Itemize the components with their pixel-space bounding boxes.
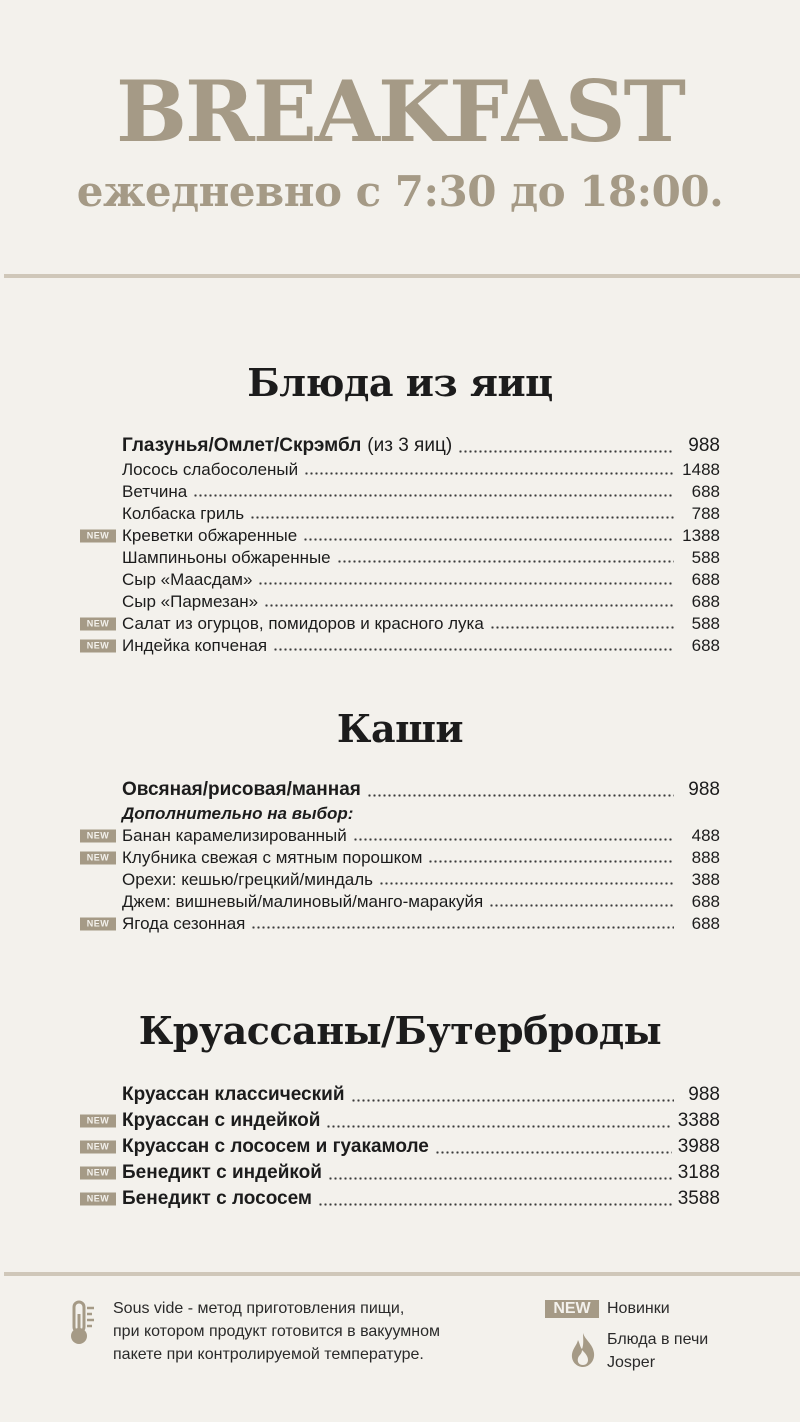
new-badge: NEW — [80, 1141, 116, 1154]
menu-item-line — [122, 591, 720, 613]
menu-item — [0, 569, 800, 591]
menu-item-line — [122, 1134, 720, 1160]
menu-item-name: Сыр «Пармезан» — [122, 592, 259, 611]
new-badge: NEW — [80, 1167, 116, 1180]
menu-item-price: 3988 — [677, 1136, 720, 1157]
menu-item-line — [122, 459, 720, 481]
dot-leader — [379, 882, 674, 885]
menu-item-name: Глазунья/Омлет/Скрэмбл — [122, 435, 362, 456]
menu-item-name: Джем: вишневый/малиновый/манго-маракуйя — [122, 892, 484, 911]
menu-item-name: Дополнительно на выбор: — [122, 804, 354, 823]
menu-item-name: Креветки обжаренные — [122, 526, 298, 545]
dot-leader — [351, 1099, 675, 1102]
opening-hours: ежедневно с 7:30 до 18:00. — [76, 167, 724, 216]
menu-item — [0, 547, 800, 569]
legend-josper-label: Блюда в печи Josper — [607, 1331, 709, 1371]
menu-item-line — [122, 481, 720, 503]
menu-item-line — [122, 891, 720, 913]
menu-item-price: 688 — [691, 914, 720, 933]
menu-item — [0, 913, 800, 935]
dot-leader — [264, 604, 674, 607]
menu-item-price: 3388 — [677, 1110, 720, 1131]
menu-item — [0, 891, 800, 913]
menu-item-price: 988 — [688, 1084, 720, 1105]
menu-item-price: 388 — [691, 870, 720, 889]
dot-leader — [337, 560, 674, 563]
menu-item-name: Банан карамелизированный — [122, 826, 347, 845]
menu-item-line — [122, 825, 720, 847]
menu-item-price: 488 — [691, 826, 720, 845]
dot-leader — [328, 1177, 672, 1180]
menu-item — [0, 613, 800, 635]
new-badge: NEW — [80, 1193, 116, 1206]
menu-item-name: Шампиньоны обжаренные — [122, 548, 331, 567]
new-badge: NEW — [80, 640, 116, 653]
dot-leader — [326, 1125, 671, 1128]
flame-icon — [568, 1332, 598, 1368]
menu-item-line — [122, 525, 720, 547]
divider-top — [4, 274, 800, 278]
dot-leader — [435, 1151, 672, 1154]
menu-item-price: 688 — [691, 570, 720, 589]
menu-item-line — [122, 869, 720, 891]
dot-leader — [303, 538, 674, 541]
menu-item-price: 588 — [691, 614, 720, 633]
new-badge: NEW — [80, 618, 116, 631]
dot-leader — [193, 494, 674, 497]
menu-item-line — [122, 777, 720, 803]
menu-item-name: Колбаска гриль — [122, 504, 245, 523]
menu-footer — [0, 1282, 800, 1422]
menu-item-price: 888 — [691, 848, 720, 867]
section-list-eggs — [0, 433, 800, 657]
menu-item-line — [122, 1186, 720, 1212]
menu-item — [0, 525, 800, 547]
menu-item-price: 3188 — [677, 1162, 720, 1183]
menu-item — [0, 459, 800, 481]
menu-item-line — [122, 613, 720, 635]
dot-leader — [318, 1203, 672, 1206]
menu-item-price: 688 — [691, 892, 720, 911]
menu-item-price: 588 — [691, 548, 720, 567]
dot-leader — [489, 904, 674, 907]
dot-leader — [458, 450, 674, 453]
menu-item-price: 1488 — [682, 460, 720, 479]
menu-item-line — [122, 1160, 720, 1186]
menu-item-line — [122, 847, 720, 869]
menu-item-name: Сыр «Маасдам» — [122, 570, 253, 589]
new-badge: NEW — [80, 918, 116, 931]
menu-item-price: 1388 — [682, 526, 720, 545]
menu-item-name: Лосось слабосоленый — [122, 460, 299, 479]
menu-item-line — [122, 503, 720, 525]
dot-leader — [353, 838, 674, 841]
divider-bottom — [4, 1272, 800, 1276]
menu-item-name: Бенедикт с лососем — [122, 1188, 312, 1209]
legend-new-badge: NEW — [545, 1300, 599, 1318]
menu-item-price: 988 — [688, 779, 720, 800]
section-title-croissants: Круассаны/Бутерброды — [138, 1008, 662, 1053]
menu-item-name: Клубника свежая с мятным порошком — [122, 848, 423, 867]
menu-item-name: Круассан с индейкой — [122, 1110, 321, 1131]
menu-item-line — [122, 1108, 720, 1134]
new-badge: NEW — [80, 830, 116, 843]
menu-item — [0, 433, 800, 459]
menu-item-line — [122, 547, 720, 569]
menu-item-name: Ветчина — [122, 482, 188, 501]
new-badge: NEW — [80, 530, 116, 543]
dot-leader — [273, 648, 674, 651]
dot-leader — [490, 626, 674, 629]
menu-item — [0, 1134, 800, 1160]
menu-item — [0, 1186, 800, 1212]
new-badge: NEW — [80, 1115, 116, 1128]
dot-leader — [304, 472, 674, 475]
menu-item — [0, 481, 800, 503]
menu-item-name: Бенедикт с индейкой — [122, 1162, 322, 1183]
menu-item — [0, 1108, 800, 1134]
menu-item-line — [122, 569, 720, 591]
menu-item-line — [122, 803, 720, 825]
menu-item-line — [122, 1082, 720, 1108]
menu-item — [0, 591, 800, 613]
menu-item-name: Ягода сезонная — [122, 914, 246, 933]
menu-item — [0, 825, 800, 847]
menu-item-price: 688 — [691, 636, 720, 655]
menu-item-price: 788 — [691, 504, 720, 523]
menu-item-note: (из 3 яиц) — [367, 435, 453, 456]
menu-item-price: 988 — [688, 435, 720, 456]
sous-vide-note: Sous vide - метод приготовления пищи, при котором продукт готовится в вакуумном пакете при контролируемой температуре. — [113, 1300, 441, 1363]
page-title: BREAKFAST — [115, 62, 685, 161]
menu-item — [0, 869, 800, 891]
section-list-croissants — [0, 1082, 800, 1212]
menu-item-price: 688 — [691, 592, 720, 611]
menu-item — [0, 635, 800, 657]
menu-item-line — [122, 433, 720, 459]
section-list-porridge — [0, 777, 800, 935]
menu-item — [0, 803, 800, 825]
menu-item-name: Салат из огурцов, помидоров и красного лука — [122, 614, 484, 633]
dot-leader — [251, 926, 674, 929]
dot-leader — [250, 516, 674, 519]
thermometer-icon — [68, 1300, 98, 1346]
menu-item-name: Круассан классический — [122, 1084, 345, 1105]
section-title-eggs: Блюда из яиц — [247, 360, 553, 405]
dot-leader — [258, 582, 674, 585]
dot-leader — [367, 794, 674, 797]
menu-item-name: Орехи: кешью/грецкий/миндаль — [122, 870, 373, 889]
new-badge: NEW — [80, 852, 116, 865]
menu-item — [0, 1082, 800, 1108]
menu-item-name: Овсяная/рисовая/манная — [122, 779, 361, 800]
menu-item-line — [122, 913, 720, 935]
menu-item-price: 688 — [691, 482, 720, 501]
menu-item-price: 3588 — [677, 1188, 720, 1209]
legend-new-label: Новинки — [607, 1300, 670, 1317]
menu-item — [0, 847, 800, 869]
menu-item — [0, 1160, 800, 1186]
section-title-porridge: Каши — [336, 706, 464, 751]
dot-leader — [428, 860, 674, 863]
menu-item-name: Круассан с лососем и гуакамоле — [122, 1136, 429, 1157]
menu-item-line — [122, 635, 720, 657]
menu-item — [0, 503, 800, 525]
menu-item — [0, 777, 800, 803]
menu-item-name: Индейка копченая — [122, 636, 268, 655]
